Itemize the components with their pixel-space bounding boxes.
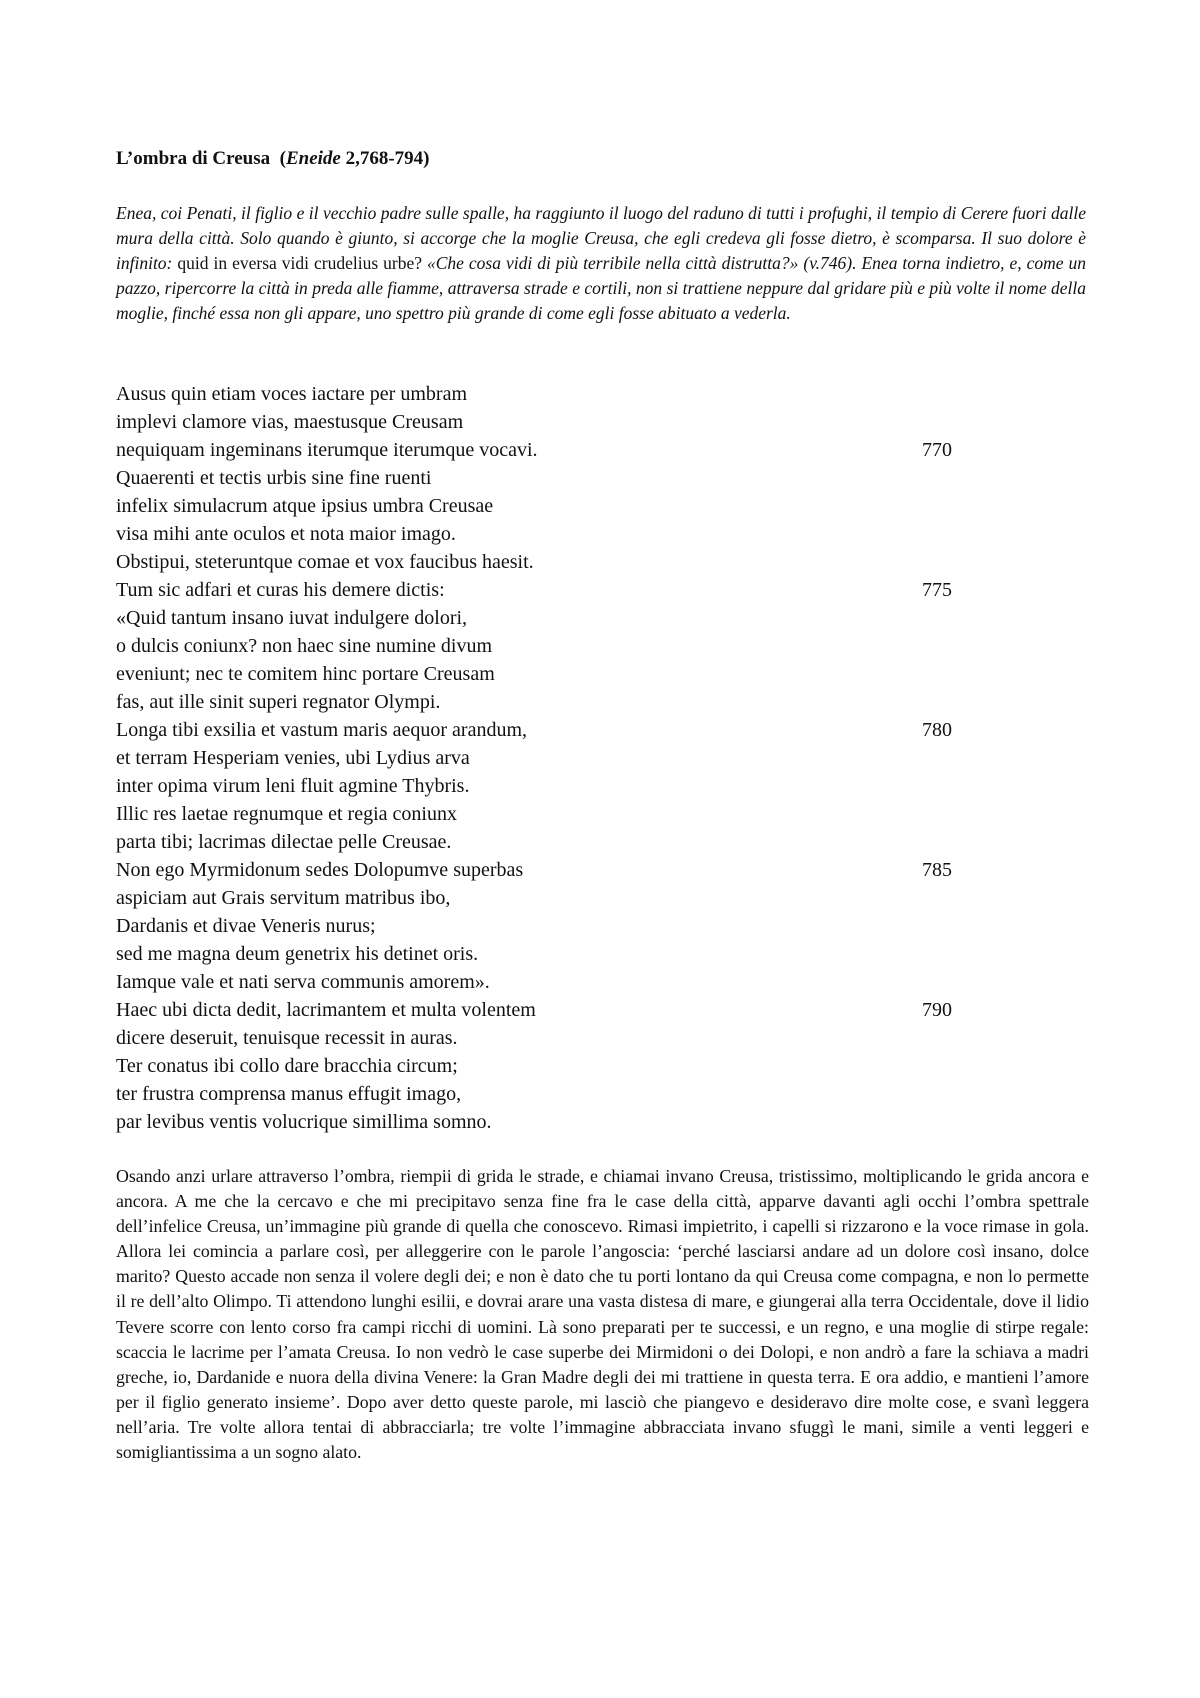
verse-number: 775 — [922, 579, 952, 601]
verse-line — [116, 464, 996, 492]
verse-line — [116, 884, 996, 912]
verse-text: eveniunt; nec te comitem hinc portare Creusam — [116, 663, 495, 685]
verse-line — [116, 828, 996, 856]
verse-line — [116, 436, 996, 464]
verse-text: infelix simulacrum atque ipsius umbra Creusae — [116, 495, 494, 517]
verse-text: inter opima virum leni fluit agmine Thybris. — [116, 775, 470, 797]
verse-text: Quaerenti et tectis urbis sine fine ruenti — [116, 467, 432, 489]
verse-text: dicere deseruit, tenuisque recessit in auras. — [116, 1027, 458, 1049]
verse-line — [116, 520, 996, 548]
verse-text: par levibus ventis volucrique simillima somno. — [116, 1111, 492, 1133]
verse-line — [116, 688, 996, 716]
verse-line — [116, 968, 996, 996]
translation-paragraph: Osando anzi urlare attraverso l’ombra, riempii di grida le strade, e chiamai invano Creusa, tristissimo, moltiplicando le grida ancora e ancora. A me che la cercavo e che mi precipitavo senza fine fra le case della città, apparve davanti agli occhi l’ombra spettrale dell’infelice Creusa, un’immagine più grande di quella che conoscevo. Rimasi impietrito, i capelli si rizzarono e la voce rimase in gola. Allora lei comincia a parlare così, per alleggerire con le parole l’angoscia: ‘perché lasciarsi andare ad un dolore così insano, dolce marito? Questo accade non senza il volere degli dei; e non è dato che tu porti lontano da qui Creusa come compagna, e non lo permette il re dell’alto Olimpo. Ti attendono lunghi esilii, e dovrai arare una vasta distesa di mare, e giungerai alla terra Occidentale, dove il lidio Tevere scorre con lento corso fra campi ricchi di uomini. Là sono preparati per te successi, e un regno, e una moglie di stirpe regale: scaccia le lacrime per l’amata Creusa. Io non vedrò le case superbe dei Mirmidoni o dei Dolopi, e non andrò a fare la schiava a madri greche, io, Dardanide e nuora della divina Venere: la Gran Madre degli dei mi trattiene in questa terra. E ora addio, e mantieni l’amore per il figlio generato insieme’. Dopo aver detto queste parole, mi lasciò che piangevo e desideravo dire molte cose, e svanì leggera nell’aria. Tre volte allora tentai di abbracciarla; tre volte l’immagine abbracciata invano sfuggì le mani, simile a venti leggeri e somigliantissima a un sogno alato. — [116, 1166, 1089, 1463]
verse-line — [116, 1052, 996, 1080]
title-work: Eneide — [285, 148, 341, 169]
verse-line — [116, 660, 996, 688]
verse-line — [116, 716, 996, 744]
verse-text: Non ego Myrmidonum sedes Dolopumve superbas — [116, 859, 524, 881]
verse-text: Tum sic adfari et curas his demere dictis: — [116, 579, 445, 601]
verse-text: Illic res laetae regnumque et regia coniunx — [116, 803, 457, 825]
page-title — [116, 147, 430, 171]
verse-text: implevi clamore vias, maestusque Creusam — [116, 411, 464, 433]
verse-text: sed me magna deum genetrix his detinet oris. — [116, 943, 479, 965]
verse-line — [116, 772, 996, 800]
verse-line — [116, 632, 996, 660]
intro-latin-quote: quid in eversa vidi crudelius urbe? — [177, 253, 422, 273]
intro-text-part1: Enea, coi Penati, il figlio e il vecchio padre sulle spalle, ha raggiunto il luogo del raduno di tutti i profughi, il tempio di Cerere fuori dalle mura della città. Solo quando è giunto, si accorge che la moglie Creusa, che egli credeva gli fosse dietro, è scomparsa. Il suo dolore è infinito: — [116, 203, 1086, 273]
title-reference: 2,768-794) — [340, 148, 430, 169]
verse-text: fas, aut ille sinit superi regnator Olympi. — [116, 691, 441, 713]
verse-line — [116, 380, 996, 408]
verse-line — [116, 1108, 996, 1136]
verse-text: ter frustra comprensa manus effugit imago, — [116, 1083, 462, 1105]
verse-line — [116, 492, 996, 520]
verse-text: Iamque vale et nati serva communis amorem». — [116, 971, 490, 993]
verse-text: Ter conatus ibi collo dare bracchia circum; — [116, 1055, 458, 1077]
verse-text: o dulcis coniunx? non haec sine numine divum — [116, 635, 493, 657]
verse-line — [116, 1024, 996, 1052]
latin-verses — [116, 380, 996, 1136]
intro-text-part2: «Che cosa vidi di più terribile nella città distrutta?» (v.746). Enea torna indietro, e, come un pazzo, ripercorre la città in preda alle fiamme, attraversa strade e cortili, non si trattiene neppure dal gridare più e più volte il nome della moglie, finché essa non gli appare, uno spettro più grande di come egli fosse abituato a vederla. — [116, 253, 1087, 323]
verse-line — [116, 408, 996, 436]
verse-line — [116, 548, 996, 576]
verse-number: 785 — [922, 859, 952, 881]
verse-line — [116, 940, 996, 968]
verse-text: Longa tibi exsilia et vastum maris aequor arandum, — [116, 719, 527, 741]
verse-text: visa mihi ante oculos et nota maior imago. — [116, 523, 456, 545]
title-main: L’ombra di Creusa — [116, 148, 271, 169]
verse-line — [116, 604, 996, 632]
verse-text: «Quid tantum insano iuvat indulgere dolori, — [116, 607, 468, 629]
verse-text: aspiciam aut Grais servitum matribus ibo, — [116, 887, 451, 909]
verse-line — [116, 856, 996, 884]
verse-number: 790 — [922, 999, 952, 1021]
verse-line — [116, 744, 996, 772]
verse-number: 780 — [922, 719, 952, 741]
verse-line — [116, 912, 996, 940]
verse-line — [116, 576, 996, 604]
intro-paragraph — [116, 201, 1086, 326]
verse-text: Ausus quin etiam voces iactare per umbram — [116, 383, 467, 405]
verse-line — [116, 1080, 996, 1108]
verse-number: 770 — [922, 439, 952, 461]
verse-text: Haec ubi dicta dedit, lacrimantem et multa volentem — [116, 999, 536, 1021]
verse-text: et terram Hesperiam venies, ubi Lydius arva — [116, 747, 470, 769]
verse-line — [116, 800, 996, 828]
title-open-paren: ( — [279, 148, 286, 169]
verse-text: Dardanis et divae Veneris nurus; — [116, 915, 376, 937]
verse-text: Obstipui, steteruntque comae et vox faucibus haesit. — [116, 551, 534, 573]
verse-text: parta tibi; lacrimas dilectae pelle Creusae. — [116, 831, 452, 853]
verse-text: nequiquam ingeminans iterumque iterumque vocavi. — [116, 439, 538, 461]
verse-line — [116, 996, 996, 1024]
